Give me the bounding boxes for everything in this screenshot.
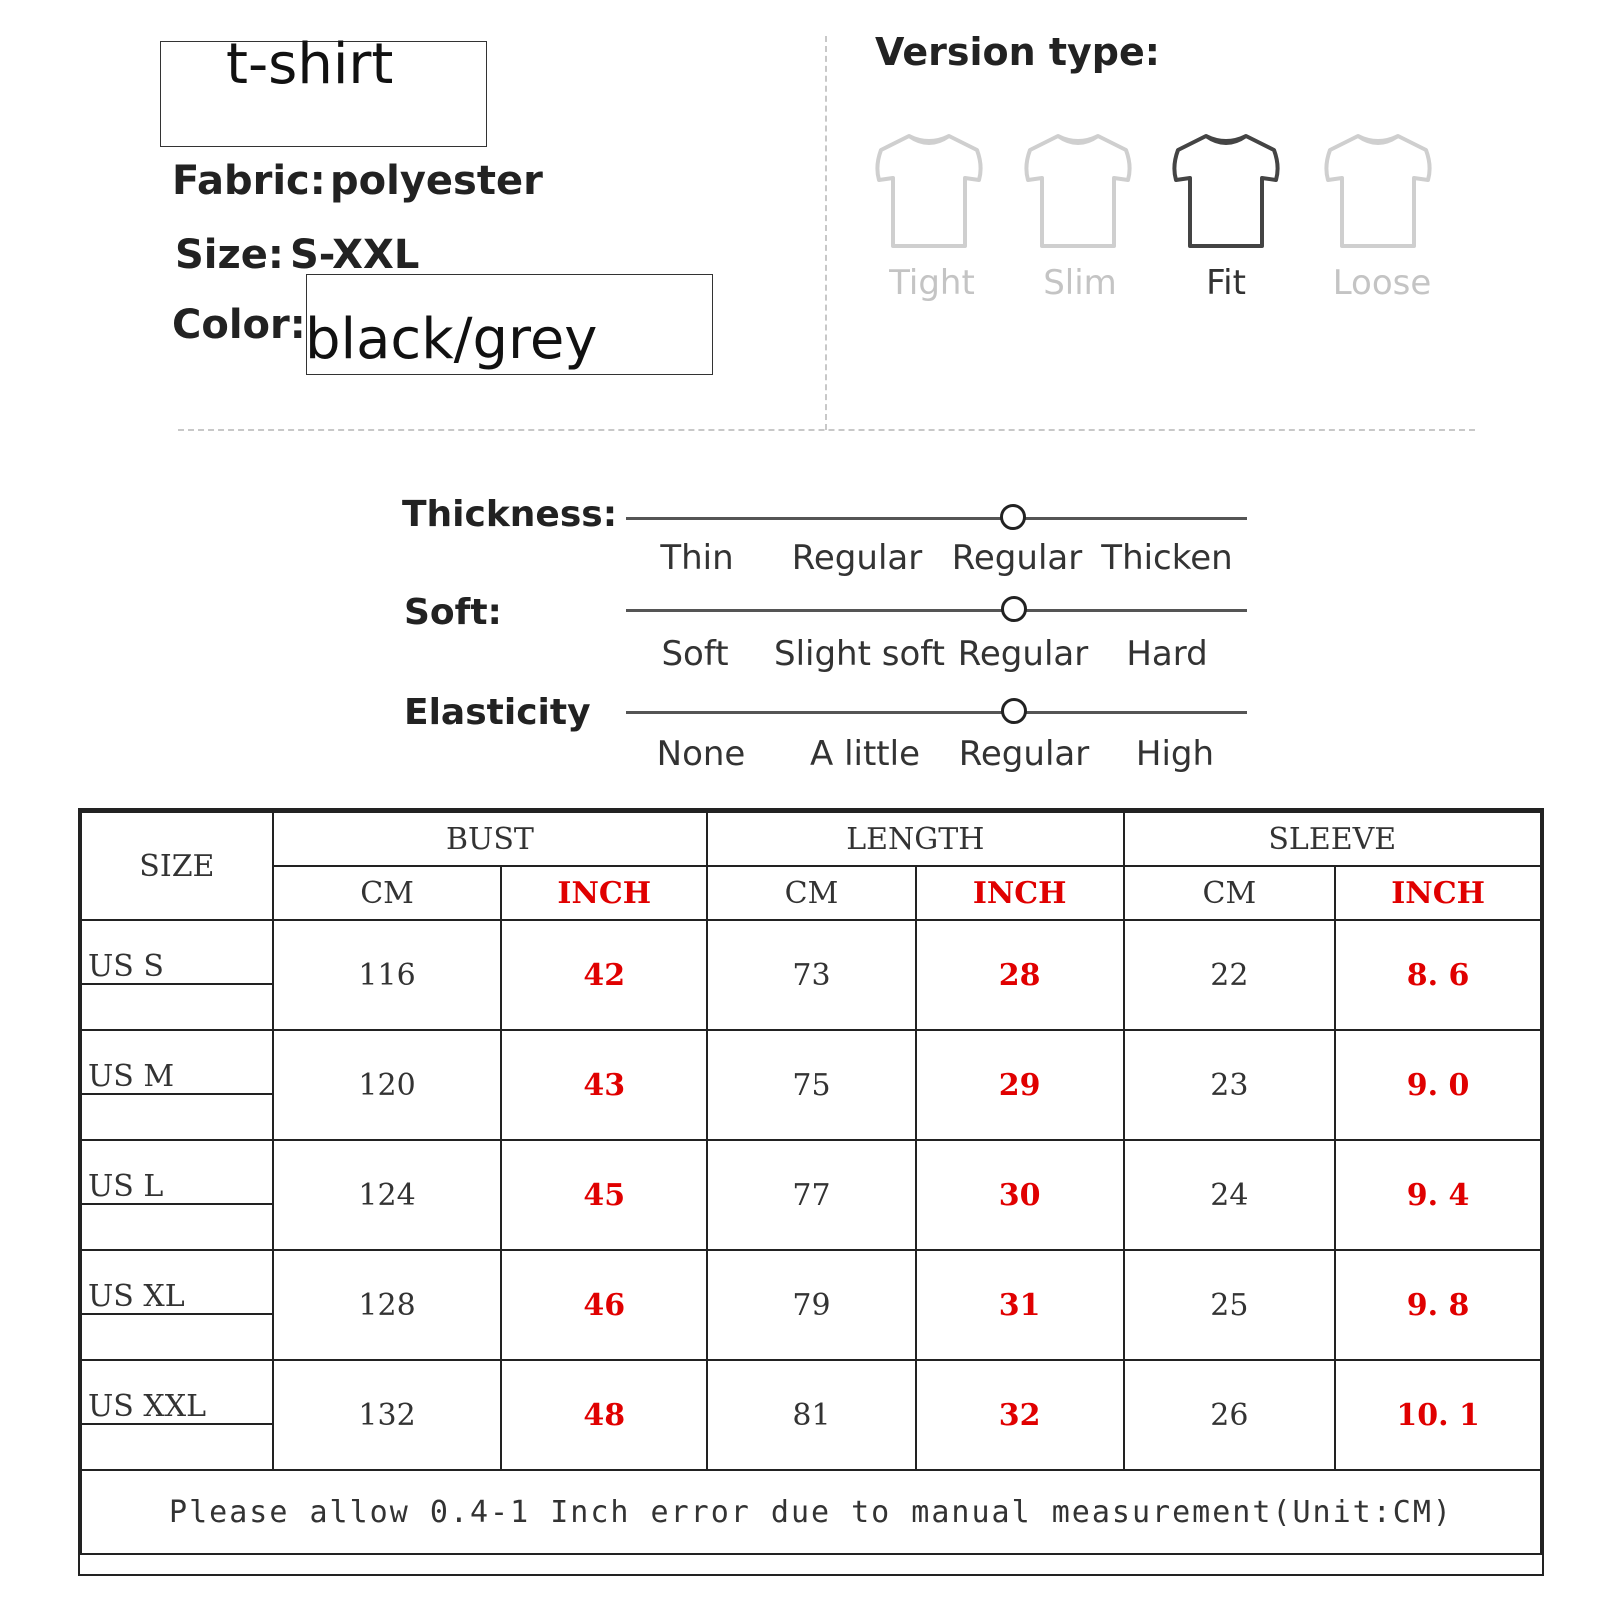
tshirt-fit-icon (1170, 130, 1282, 252)
thickness-option: Regular (791, 538, 923, 578)
table-row (81, 1030, 1541, 1140)
fabric-value: polyester (330, 158, 543, 204)
soft-option: Hard (1126, 634, 1208, 674)
bust-cm: 116 (273, 920, 502, 1030)
length-cm: 81 (707, 1360, 916, 1470)
unit-header-inch: INCH (916, 866, 1124, 920)
bust-cm: 132 (273, 1360, 502, 1470)
thickness-option: Regular (951, 538, 1083, 578)
unit-header-cm: CM (273, 866, 502, 920)
sleeve-cm: 22 (1124, 920, 1336, 1030)
color-label: Color: (172, 302, 306, 348)
soft-label: Soft: (404, 592, 502, 633)
size-cell (81, 920, 273, 1030)
length-header: LENGTH (707, 812, 1123, 866)
size-name: US M (88, 1059, 175, 1094)
version-option-loose: Loose (1332, 263, 1432, 303)
size-cell (81, 1250, 273, 1360)
sleeve-inch: 9. 0 (1335, 1030, 1541, 1140)
length-inch: 32 (916, 1360, 1124, 1470)
bust-inch: 43 (501, 1030, 707, 1140)
tshirt-tight-icon (873, 130, 985, 252)
length-cm: 75 (707, 1030, 916, 1140)
unit-header-inch: INCH (1335, 866, 1541, 920)
length-cm: 73 (707, 920, 916, 1030)
version-type-title: Version type: (875, 30, 1160, 74)
length-inch: 29 (916, 1030, 1124, 1140)
elasticity-track (626, 711, 1247, 714)
sleeve-cm: 24 (1124, 1140, 1336, 1250)
size-label: Size: (175, 232, 284, 278)
size-cell (81, 1360, 273, 1470)
color-value: black/grey (305, 307, 598, 372)
thickness-option: Thicken (1101, 538, 1233, 578)
length-cm: 79 (707, 1250, 916, 1360)
sleeve-inch: 8. 6 (1335, 920, 1541, 1030)
bust-cm: 124 (273, 1140, 502, 1250)
thickness-knob (1000, 504, 1026, 530)
bust-cm: 120 (273, 1030, 502, 1140)
soft-track (626, 609, 1247, 612)
bust-inch: 42 (501, 920, 707, 1030)
size-name: US L (88, 1169, 164, 1204)
soft-knob (1001, 596, 1027, 622)
version-option-slim: Slim (1043, 263, 1117, 303)
size-header: SIZE (81, 812, 273, 920)
elasticity-option: Regular (958, 734, 1090, 774)
bust-inch: 45 (501, 1140, 707, 1250)
sleeve-inch: 9. 8 (1335, 1250, 1541, 1360)
size-name: US XL (88, 1279, 185, 1314)
version-option-fit: Fit (1206, 263, 1246, 303)
elasticity-option: A little (810, 734, 920, 774)
table-row (81, 920, 1541, 1030)
size-name: US S (88, 949, 164, 984)
elasticity-option: None (656, 734, 746, 774)
length-inch: 31 (916, 1250, 1124, 1360)
fabric-label: Fabric: (172, 158, 326, 204)
horizontal-divider (178, 429, 1475, 431)
sleeve-cm: 23 (1124, 1030, 1336, 1140)
table-row (81, 1360, 1541, 1470)
tshirt-loose-icon (1322, 130, 1434, 252)
soft-option: Soft (661, 634, 729, 674)
elasticity-label: Elasticity (404, 692, 591, 733)
length-inch: 28 (916, 920, 1124, 1030)
elasticity-knob (1001, 698, 1027, 724)
soft-option: Regular (957, 634, 1089, 674)
table-row (81, 1250, 1541, 1360)
sleeve-cm: 26 (1124, 1360, 1336, 1470)
bust-inch: 46 (501, 1250, 707, 1360)
unit-header-inch: INCH (501, 866, 707, 920)
tshirt-slim-icon (1022, 130, 1134, 252)
measurement-note: Please allow 0.4-1 Inch error due to manual measurement(Unit:CM) (81, 1470, 1541, 1554)
size-chart-table (78, 808, 1544, 1576)
version-option-tight: Tight (889, 263, 975, 303)
length-inch: 30 (916, 1140, 1124, 1250)
sleeve-inch: 10. 1 (1335, 1360, 1541, 1470)
sleeve-inch: 9. 4 (1335, 1140, 1541, 1250)
thickness-label: Thickness: (402, 494, 618, 535)
elasticity-option: High (1135, 734, 1215, 774)
table-row (81, 1140, 1541, 1250)
bust-cm: 128 (273, 1250, 502, 1360)
size-cell (81, 1140, 273, 1250)
vertical-divider (825, 36, 827, 430)
length-cm: 77 (707, 1140, 916, 1250)
size-cell (81, 1030, 273, 1140)
size-name: US XXL (88, 1389, 207, 1424)
thickness-track (626, 517, 1247, 520)
thickness-option: Thin (660, 538, 734, 578)
unit-header-cm: CM (707, 866, 916, 920)
unit-header-cm: CM (1124, 866, 1336, 920)
product-title: t-shirt (226, 32, 394, 97)
sleeve-cm: 25 (1124, 1250, 1336, 1360)
size-value: S-XXL (290, 232, 420, 278)
sleeve-header: SLEEVE (1124, 812, 1541, 866)
soft-option: Slight soft (774, 634, 945, 674)
bust-inch: 48 (501, 1360, 707, 1470)
bust-header: BUST (273, 812, 707, 866)
